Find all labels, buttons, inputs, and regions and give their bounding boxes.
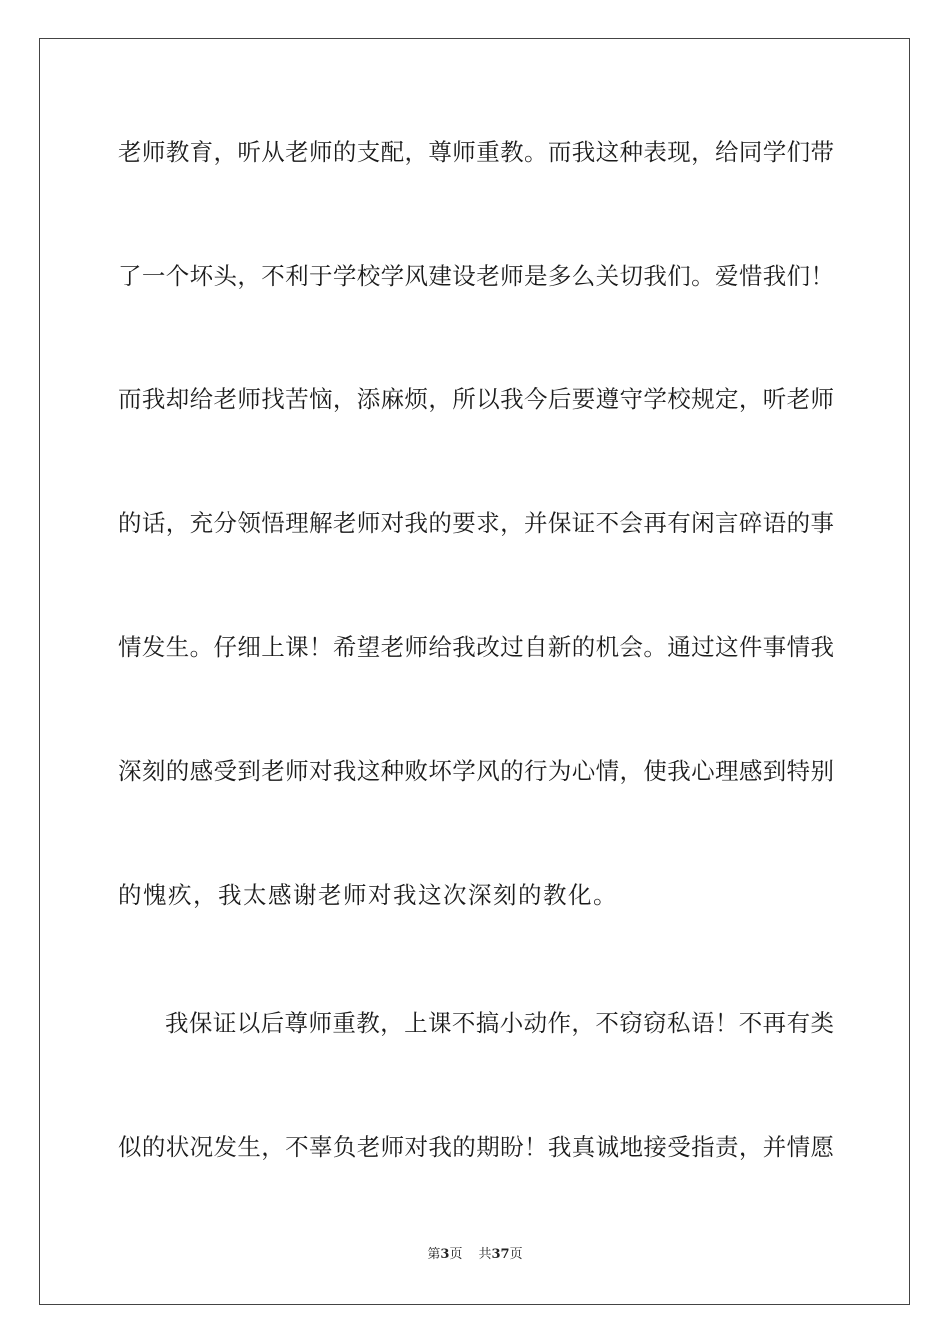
page-prefix: 第 [427, 1247, 441, 1262]
page-number-footer [0, 1246, 950, 1264]
body-line-6: 深刻的感受到老师对我这种败坏学风的行为心情，使我心理感到特别 [118, 757, 834, 785]
total-prefix: 共 [478, 1247, 492, 1262]
current-page-number: 3 [440, 1247, 450, 1262]
page-frame [39, 38, 910, 1305]
total-page-count: 37 [491, 1247, 510, 1262]
body-line-4: 的话，充分领悟理解老师对我的要求，并保证不会再有闲言碎语的事 [118, 509, 834, 537]
body-line-9: 似的状况发生，不辜负老师对我的期盼！我真诚地接受指责，并情愿 [118, 1133, 834, 1161]
body-line-2: 了一个坏头，不利于学校学风建设老师是多么关切我们。爱惜我们！ [118, 262, 834, 290]
body-line-1: 老师教育，听从老师的支配，尊师重教。而我这种表现，给同学们带 [118, 138, 834, 166]
total-suffix: 页 [509, 1247, 523, 1262]
body-line-5: 情发生。仔细上课！希望老师给我改过自新的机会。通过这件事情我 [118, 633, 834, 661]
body-line-8: 我保证以后尊师重教，上课不搞小动作，不窃窃私语！不再有类 [165, 1009, 834, 1037]
body-line-7: 的愧疚，我太感谢老师对我这次深刻的教化。 [118, 881, 618, 909]
page-suffix: 页 [449, 1247, 463, 1262]
body-line-3: 而我却给老师找苦恼，添麻烦，所以我今后要遵守学校规定，听老师 [118, 385, 834, 413]
